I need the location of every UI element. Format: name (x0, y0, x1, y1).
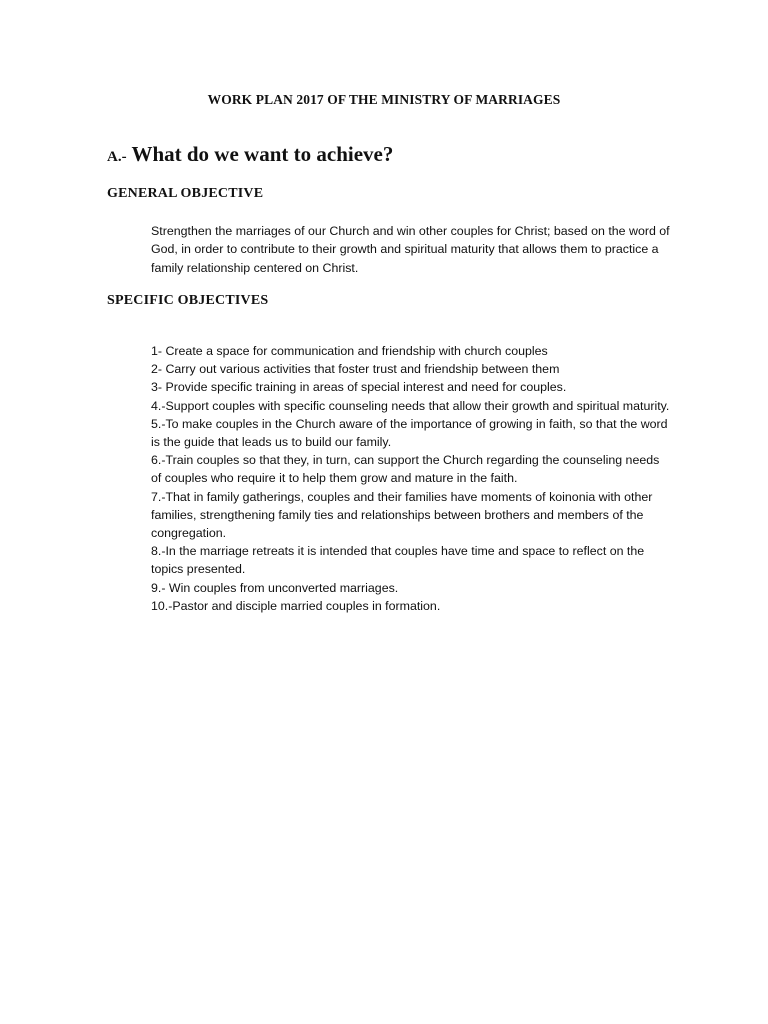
objective-item: 2- Carry out various activities that foster trust and friendship between them (151, 362, 560, 377)
section-a-title: What do we want to achieve? (131, 142, 394, 166)
objective-item: 1- Create a space for communication and friendship with church couples (151, 344, 548, 358)
objective-item: 7.-That in family gatherings, couples and their families have moments of koinonia with other families, strengthening family ties and relationships between brothers and members of the congregation. (151, 489, 653, 541)
document-title: WORK PLAN 2017 OF THE MINISTRY OF MARRIAGES (207, 92, 561, 107)
objective-item: 8.-In the marriage retreats it is intended that couples have time and space to reflect on the topics presented. (151, 544, 645, 577)
section-a-prefix: A.- (107, 149, 127, 165)
objective-item: 6.-Train couples so that they, in turn, can support the Church regarding the counseling needs of couples who require it to help them grow and mature in the faith. (151, 453, 660, 486)
specific-objectives-heading: SPECIFIC OBJECTIVES (107, 293, 269, 308)
general-objective-text: Strengthen the marriages of our Church and win other couples for Christ; based on the word of God, in order to contribute to their growth and spiritual maturity that allows them to practice a family relationship centered on Christ. (151, 224, 670, 275)
section-a-heading (107, 142, 393, 167)
objective-item: 5.-To make couples in the Church aware of the importance of growing in faith, so that the word is the guide that leads us to build our family. (151, 416, 668, 450)
objective-item: 9.- Win couples from unconverted marriages. (151, 580, 399, 595)
objective-item: 4.-Support couples with specific counseling needs that allow their growth and spiritual maturity. (151, 398, 670, 413)
objective-item: 3- Provide specific training in areas of special interest and need for couples. (151, 380, 567, 395)
specific-objectives-list (151, 342, 671, 615)
general-objective-heading: GENERAL OBJECTIVE (107, 186, 264, 201)
objective-item: 10.-Pastor and disciple married couples in formation. (151, 598, 441, 613)
